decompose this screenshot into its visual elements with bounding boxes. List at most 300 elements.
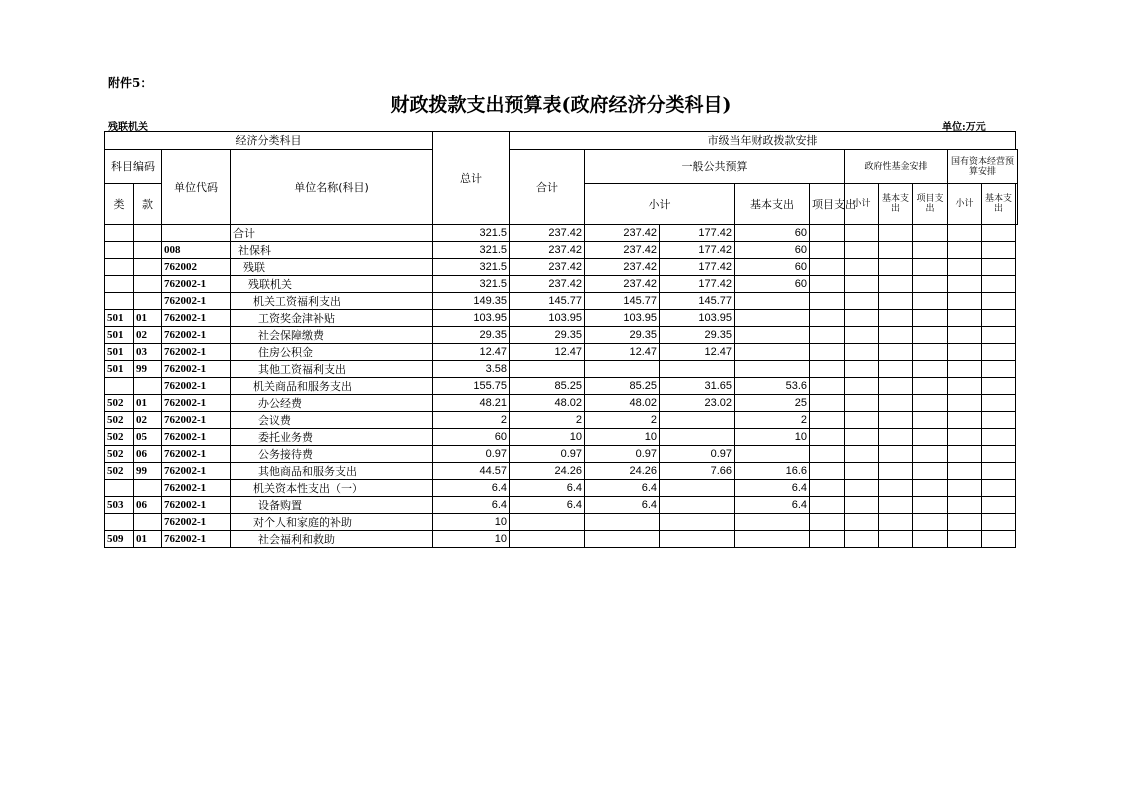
row-empty-cell: [810, 327, 845, 344]
row-empty-cell: [913, 310, 948, 327]
row-sum: [510, 531, 585, 548]
row-empty-cell: [810, 497, 845, 514]
header-econ-class: 经济分类科目: [105, 132, 433, 150]
row-empty-cell: [810, 378, 845, 395]
row-empty-cell: [948, 276, 982, 293]
row-empty-cell: [982, 361, 1016, 378]
row-empty-cell: [845, 480, 879, 497]
row-empty-cell: [982, 480, 1016, 497]
row-total: 3.58: [433, 361, 510, 378]
row-basic: 29.35: [660, 327, 735, 344]
row-empty-cell: [845, 497, 879, 514]
row-empty-cell: [982, 344, 1016, 361]
table-row: [105, 514, 1018, 531]
row-empty-cell: [982, 531, 1016, 548]
header-state-capital: 国有资本经营预算安排: [948, 150, 1018, 184]
row-empty-cell: [982, 446, 1016, 463]
row-project: [735, 531, 810, 548]
row-empty-cell: [879, 429, 913, 446]
header-general-budget: 一般公共预算: [585, 150, 845, 184]
row-empty-cell: [810, 276, 845, 293]
row-empty-cell: [982, 259, 1016, 276]
row-subtotal: 29.35: [585, 327, 660, 344]
row-basic: 7.66: [660, 463, 735, 480]
row-empty-cell: [982, 412, 1016, 429]
row-empty-cell: [879, 310, 913, 327]
row-subtotal: 24.26: [585, 463, 660, 480]
row-empty-cell: [845, 242, 879, 259]
row-project: 60: [735, 276, 810, 293]
row-unit-name: 社会保障缴费: [231, 327, 433, 344]
row-subtotal: 2: [585, 412, 660, 429]
row-project: 60: [735, 225, 810, 242]
row-total: 155.75: [433, 378, 510, 395]
header-capital-basic: 基本支出: [982, 184, 1016, 225]
header-gov-subtotal: 小计: [845, 184, 879, 225]
header-gov-basic: 基本支出: [879, 184, 913, 225]
row-empty-cell: [879, 344, 913, 361]
row-total: 29.35: [433, 327, 510, 344]
row-total: 321.5: [433, 276, 510, 293]
row-category: 501: [105, 310, 134, 327]
row-item: [134, 480, 162, 497]
row-unit-code: 762002-1: [162, 361, 231, 378]
row-empty-cell: [879, 225, 913, 242]
row-category: [105, 293, 134, 310]
row-category: 509: [105, 531, 134, 548]
row-unit-name: 残联机关: [231, 276, 433, 293]
row-sum: 6.4: [510, 497, 585, 514]
table-row: [105, 225, 1018, 242]
row-category: [105, 480, 134, 497]
row-item: [134, 276, 162, 293]
organization-label: 残联机关: [108, 122, 148, 133]
header-project: 项目支出: [810, 184, 845, 225]
row-unit-name: 其他商品和服务支出: [231, 463, 433, 480]
row-empty-cell: [948, 242, 982, 259]
row-unit-name: 机关资本性支出（一）: [231, 480, 433, 497]
row-empty-cell: [879, 242, 913, 259]
row-sum: 145.77: [510, 293, 585, 310]
row-empty-cell: [845, 276, 879, 293]
row-project: [735, 361, 810, 378]
row-item: 06: [134, 446, 162, 463]
row-subtotal: 0.97: [585, 446, 660, 463]
row-sum: [510, 514, 585, 531]
row-sum: 237.42: [510, 276, 585, 293]
row-basic: 23.02: [660, 395, 735, 412]
row-sum: 29.35: [510, 327, 585, 344]
row-empty-cell: [879, 276, 913, 293]
table-row: [105, 497, 1018, 514]
row-empty-cell: [948, 259, 982, 276]
row-unit-name: 残联: [231, 259, 433, 276]
row-total: 321.5: [433, 225, 510, 242]
row-unit-name: 委托业务费: [231, 429, 433, 446]
row-total: 103.95: [433, 310, 510, 327]
row-subtotal: 237.42: [585, 259, 660, 276]
row-category: [105, 259, 134, 276]
row-empty-cell: [879, 259, 913, 276]
row-empty-cell: [982, 378, 1016, 395]
row-empty-cell: [982, 497, 1016, 514]
row-unit-name: 住房公积金: [231, 344, 433, 361]
header-subtotal: 小计: [585, 184, 735, 225]
row-unit-code: 762002-1: [162, 480, 231, 497]
table-row: [105, 480, 1018, 497]
row-category: 501: [105, 361, 134, 378]
row-category: [105, 378, 134, 395]
row-empty-cell: [845, 463, 879, 480]
row-basic: 145.77: [660, 293, 735, 310]
row-basic: 31.65: [660, 378, 735, 395]
row-item: 05: [134, 429, 162, 446]
row-unit-code: 762002-1: [162, 276, 231, 293]
row-empty-cell: [913, 412, 948, 429]
row-empty-cell: [845, 412, 879, 429]
table-row: [105, 446, 1018, 463]
row-item: 02: [134, 327, 162, 344]
header-unit-name: 单位名称(科目): [231, 150, 433, 225]
row-empty-cell: [982, 225, 1016, 242]
row-basic: 12.47: [660, 344, 735, 361]
row-item: 01: [134, 531, 162, 548]
row-total: 2: [433, 412, 510, 429]
row-project: 6.4: [735, 497, 810, 514]
row-empty-cell: [982, 463, 1016, 480]
row-category: 502: [105, 429, 134, 446]
row-empty-cell: [948, 497, 982, 514]
row-item: 03: [134, 344, 162, 361]
row-empty-cell: [982, 514, 1016, 531]
row-empty-cell: [913, 480, 948, 497]
header-capital-project: [1016, 184, 1018, 225]
row-item: [134, 259, 162, 276]
row-empty-cell: [913, 463, 948, 480]
header-capital-subtotal: 小计: [948, 184, 982, 225]
row-empty-cell: [913, 225, 948, 242]
row-total: 6.4: [433, 497, 510, 514]
row-item: 02: [134, 412, 162, 429]
row-empty-cell: [810, 480, 845, 497]
row-unit-name: 其他工资福利支出: [231, 361, 433, 378]
row-empty-cell: [845, 446, 879, 463]
row-sum: 237.42: [510, 225, 585, 242]
row-total: 6.4: [433, 480, 510, 497]
row-empty-cell: [810, 259, 845, 276]
row-unit-code: 762002-1: [162, 531, 231, 548]
row-empty-cell: [948, 480, 982, 497]
row-empty-cell: [810, 293, 845, 310]
header-sum: 合计: [510, 150, 585, 225]
row-empty-cell: [879, 293, 913, 310]
row-empty-cell: [845, 361, 879, 378]
row-sum: 103.95: [510, 310, 585, 327]
row-unit-code: 762002-1: [162, 327, 231, 344]
row-unit-name: 社会福利和救助: [231, 531, 433, 548]
row-project: 60: [735, 259, 810, 276]
row-empty-cell: [845, 344, 879, 361]
row-project: [735, 293, 810, 310]
row-subtotal: [585, 514, 660, 531]
row-empty-cell: [948, 225, 982, 242]
row-unit-name: 工资奖金津补贴: [231, 310, 433, 327]
table-row: [105, 242, 1018, 259]
row-project: 16.6: [735, 463, 810, 480]
row-unit-code: 762002-1: [162, 514, 231, 531]
row-basic: [660, 531, 735, 548]
row-unit-code: 008: [162, 242, 231, 259]
row-sum: 237.42: [510, 259, 585, 276]
row-sum: 12.47: [510, 344, 585, 361]
row-empty-cell: [810, 395, 845, 412]
row-basic: 103.95: [660, 310, 735, 327]
row-empty-cell: [948, 293, 982, 310]
table-row: [105, 276, 1018, 293]
row-unit-code: [162, 225, 231, 242]
row-subtotal: [585, 361, 660, 378]
row-category: [105, 514, 134, 531]
unit-label: 单位:万元: [942, 122, 986, 133]
row-unit-code: 762002-1: [162, 310, 231, 327]
row-item: [134, 378, 162, 395]
row-total: 149.35: [433, 293, 510, 310]
row-sum: 237.42: [510, 242, 585, 259]
row-empty-cell: [948, 429, 982, 446]
table-row: [105, 378, 1018, 395]
row-item: [134, 293, 162, 310]
row-empty-cell: [845, 293, 879, 310]
row-unit-name: 机关工资福利支出: [231, 293, 433, 310]
row-unit-code: 762002-1: [162, 378, 231, 395]
header-unit-code: 单位代码: [162, 150, 231, 225]
row-item: [134, 514, 162, 531]
row-basic: 177.42: [660, 276, 735, 293]
row-empty-cell: [948, 412, 982, 429]
row-project: [735, 344, 810, 361]
header-gov-project: 项目支出: [913, 184, 948, 225]
row-unit-name: 合计: [231, 225, 433, 242]
row-empty-cell: [982, 429, 1016, 446]
row-empty-cell: [948, 514, 982, 531]
row-item: 01: [134, 310, 162, 327]
row-unit-name: 办公经费: [231, 395, 433, 412]
row-project: 60: [735, 242, 810, 259]
row-subtotal: 237.42: [585, 276, 660, 293]
row-subtotal: 6.4: [585, 480, 660, 497]
row-empty-cell: [879, 480, 913, 497]
row-project: [735, 446, 810, 463]
row-empty-cell: [879, 497, 913, 514]
row-unit-code: 762002: [162, 259, 231, 276]
row-item: [134, 225, 162, 242]
row-empty-cell: [948, 344, 982, 361]
row-basic: [660, 412, 735, 429]
row-total: 12.47: [433, 344, 510, 361]
row-empty-cell: [879, 412, 913, 429]
row-subtotal: 145.77: [585, 293, 660, 310]
row-unit-code: 762002-1: [162, 446, 231, 463]
row-empty-cell: [810, 310, 845, 327]
row-empty-cell: [913, 327, 948, 344]
attachment-label: 附件5：: [108, 76, 153, 90]
row-project: 53.6: [735, 378, 810, 395]
row-empty-cell: [982, 242, 1016, 259]
row-empty-cell: [810, 463, 845, 480]
row-empty-cell: [913, 361, 948, 378]
row-empty-cell: [913, 429, 948, 446]
row-project: 2: [735, 412, 810, 429]
row-subtotal: 237.42: [585, 225, 660, 242]
row-total: 48.21: [433, 395, 510, 412]
table-row: [105, 327, 1018, 344]
row-empty-cell: [982, 310, 1016, 327]
row-unit-code: 762002-1: [162, 293, 231, 310]
header-category: 类: [105, 184, 134, 225]
row-unit-code: 762002-1: [162, 497, 231, 514]
row-empty-cell: [845, 531, 879, 548]
row-unit-code: 762002-1: [162, 412, 231, 429]
row-sum: 48.02: [510, 395, 585, 412]
row-subtotal: 6.4: [585, 497, 660, 514]
row-basic: 177.42: [660, 225, 735, 242]
row-unit-code: 762002-1: [162, 429, 231, 446]
row-total: 321.5: [433, 242, 510, 259]
row-sum: 6.4: [510, 480, 585, 497]
row-sum: 24.26: [510, 463, 585, 480]
row-empty-cell: [810, 242, 845, 259]
row-total: 10: [433, 514, 510, 531]
row-empty-cell: [810, 531, 845, 548]
row-empty-cell: [982, 327, 1016, 344]
row-empty-cell: [879, 514, 913, 531]
table-row: [105, 412, 1018, 429]
row-empty-cell: [810, 446, 845, 463]
row-item: [134, 242, 162, 259]
row-project: [735, 310, 810, 327]
row-unit-name: 设备购置: [231, 497, 433, 514]
table-row: [105, 293, 1018, 310]
row-basic: 177.42: [660, 259, 735, 276]
row-empty-cell: [913, 344, 948, 361]
row-empty-cell: [913, 446, 948, 463]
row-empty-cell: [913, 497, 948, 514]
header-subject-code: 科目编码: [105, 150, 162, 184]
row-empty-cell: [913, 293, 948, 310]
row-item: 01: [134, 395, 162, 412]
row-unit-name: 机关商品和服务支出: [231, 378, 433, 395]
row-category: 501: [105, 327, 134, 344]
row-category: [105, 242, 134, 259]
row-subtotal: 103.95: [585, 310, 660, 327]
row-empty-cell: [948, 361, 982, 378]
row-sum: 10: [510, 429, 585, 446]
row-project: [735, 514, 810, 531]
row-category: 503: [105, 497, 134, 514]
row-unit-name: 会议费: [231, 412, 433, 429]
row-empty-cell: [845, 225, 879, 242]
row-empty-cell: [913, 531, 948, 548]
row-empty-cell: [913, 276, 948, 293]
row-empty-cell: [948, 463, 982, 480]
row-empty-cell: [810, 225, 845, 242]
row-empty-cell: [948, 310, 982, 327]
row-total: 44.57: [433, 463, 510, 480]
row-basic: 177.42: [660, 242, 735, 259]
header-city-arrangement: 市级当年财政拨款安排: [510, 132, 1016, 150]
row-empty-cell: [982, 395, 1016, 412]
row-subtotal: 12.47: [585, 344, 660, 361]
row-total: 0.97: [433, 446, 510, 463]
row-empty-cell: [879, 361, 913, 378]
row-empty-cell: [845, 310, 879, 327]
row-empty-cell: [879, 327, 913, 344]
row-sum: [510, 361, 585, 378]
row-subtotal: 10: [585, 429, 660, 446]
row-empty-cell: [810, 514, 845, 531]
row-empty-cell: [845, 378, 879, 395]
table-row: [105, 310, 1018, 327]
row-category: 502: [105, 446, 134, 463]
header-basic: 基本支出: [735, 184, 810, 225]
row-unit-name: 对个人和家庭的补助: [231, 514, 433, 531]
row-empty-cell: [948, 446, 982, 463]
row-unit-code: 762002-1: [162, 344, 231, 361]
row-empty-cell: [948, 327, 982, 344]
table-row: [105, 344, 1018, 361]
row-empty-cell: [879, 531, 913, 548]
row-basic: [660, 497, 735, 514]
row-sum: 2: [510, 412, 585, 429]
row-project: 6.4: [735, 480, 810, 497]
row-empty-cell: [982, 293, 1016, 310]
row-empty-cell: [810, 429, 845, 446]
row-unit-name: 社保科: [231, 242, 433, 259]
header-item: 款: [134, 184, 162, 225]
row-basic: [660, 514, 735, 531]
row-category: 502: [105, 463, 134, 480]
row-sum: 85.25: [510, 378, 585, 395]
row-empty-cell: [845, 429, 879, 446]
row-empty-cell: [810, 344, 845, 361]
row-empty-cell: [913, 259, 948, 276]
row-project: 10: [735, 429, 810, 446]
table-row: [105, 531, 1018, 548]
row-project: [735, 327, 810, 344]
row-empty-cell: [845, 514, 879, 531]
row-subtotal: 237.42: [585, 242, 660, 259]
row-basic: [660, 429, 735, 446]
row-total: 321.5: [433, 259, 510, 276]
row-empty-cell: [948, 531, 982, 548]
row-item: 06: [134, 497, 162, 514]
table-row: [105, 361, 1018, 378]
row-category: 502: [105, 412, 134, 429]
row-category: 502: [105, 395, 134, 412]
row-item: 99: [134, 463, 162, 480]
row-empty-cell: [913, 514, 948, 531]
budget-table: [104, 131, 1018, 548]
row-basic: [660, 480, 735, 497]
row-project: 25: [735, 395, 810, 412]
row-empty-cell: [948, 395, 982, 412]
row-empty-cell: [913, 395, 948, 412]
row-empty-cell: [879, 395, 913, 412]
table-row: [105, 259, 1018, 276]
row-empty-cell: [810, 361, 845, 378]
row-category: [105, 225, 134, 242]
row-item: 99: [134, 361, 162, 378]
